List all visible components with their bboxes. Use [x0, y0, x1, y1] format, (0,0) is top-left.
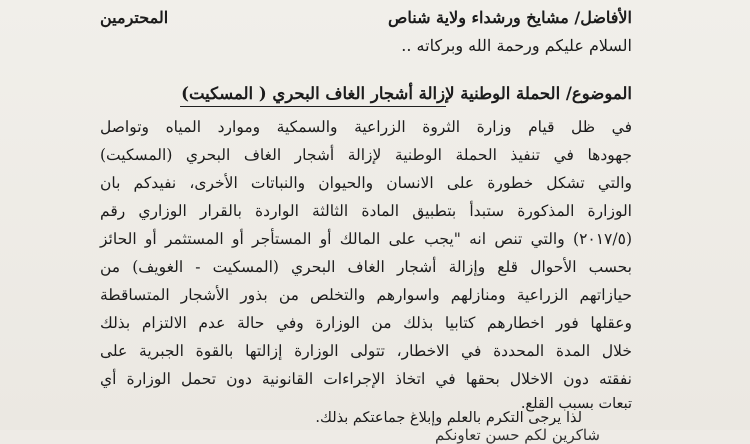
closing-line: لذا يرجى التكرم بالعلم وإبلاغ جماعتكم بذلك. — [315, 410, 582, 426]
honorific: المحترمين — [100, 8, 169, 27]
body-line: نفقته دون الاخلال بحقها في اتخاذ الإجراءات القانونية دون تحمل الوزارة أي — [100, 370, 632, 388]
body-line: حيازاتهم الزراعية ومنازلهم واسوارهم والتخلص من بذور الأشجار المتساقطة — [100, 286, 632, 304]
body-line: تبعات بسبب القلع. — [520, 396, 632, 412]
body-line: (٢٠١٧/٥) والتي تنص انه "يجب على المالك أو المستأجر أو المستثمر أو الحائز — [100, 230, 632, 248]
body-line: في ظل قيام وزارة الثروة الزراعية والسمكية وموارد المياه وتواصل — [100, 118, 632, 136]
body-line: والتي تشكل خطورة على الانسان والحيوان والنباتات الأخرى، نفيدكم بان — [100, 174, 632, 192]
body-line: جهودها في تنفيذ الحملة الوطنية لإزالة أشجار الغاف البحري (المسكيت) — [100, 146, 632, 164]
body-line: خلال المدة المحددة في الاخطار، تتولى الوزارة إزالتها بالقوة الجبرية على — [100, 342, 632, 360]
body-line: الوزارة المذكورة ستبدأ بتطبيق المادة الثالثة الواردة بالقرار الوزاري رقم — [100, 202, 632, 220]
subject-underline — [180, 106, 446, 107]
body-line: بحسب الأحوال قلع وإزالة أشجار الغاف البحري (المسكيت - الغويف) من — [100, 258, 632, 276]
greeting-line: السلام عليكم ورحمة الله وبركاته .. — [401, 36, 632, 55]
subject-line: الموضوع/ الحملة الوطنية لإزالة أشجار الغاف البحري ( المسكيت) — [181, 84, 632, 103]
addressee-line: الأفاضل/ مشايخ ورشداء ولاية شناص — [388, 8, 632, 27]
body-line: وعقلها فور اخطارهم كتابيا بذلك من الوزارة وفي حالة عدم الالتزام بذلك — [100, 314, 632, 332]
cut-off-line: شاكرين لكم حسن تعاونكم — [434, 426, 600, 444]
